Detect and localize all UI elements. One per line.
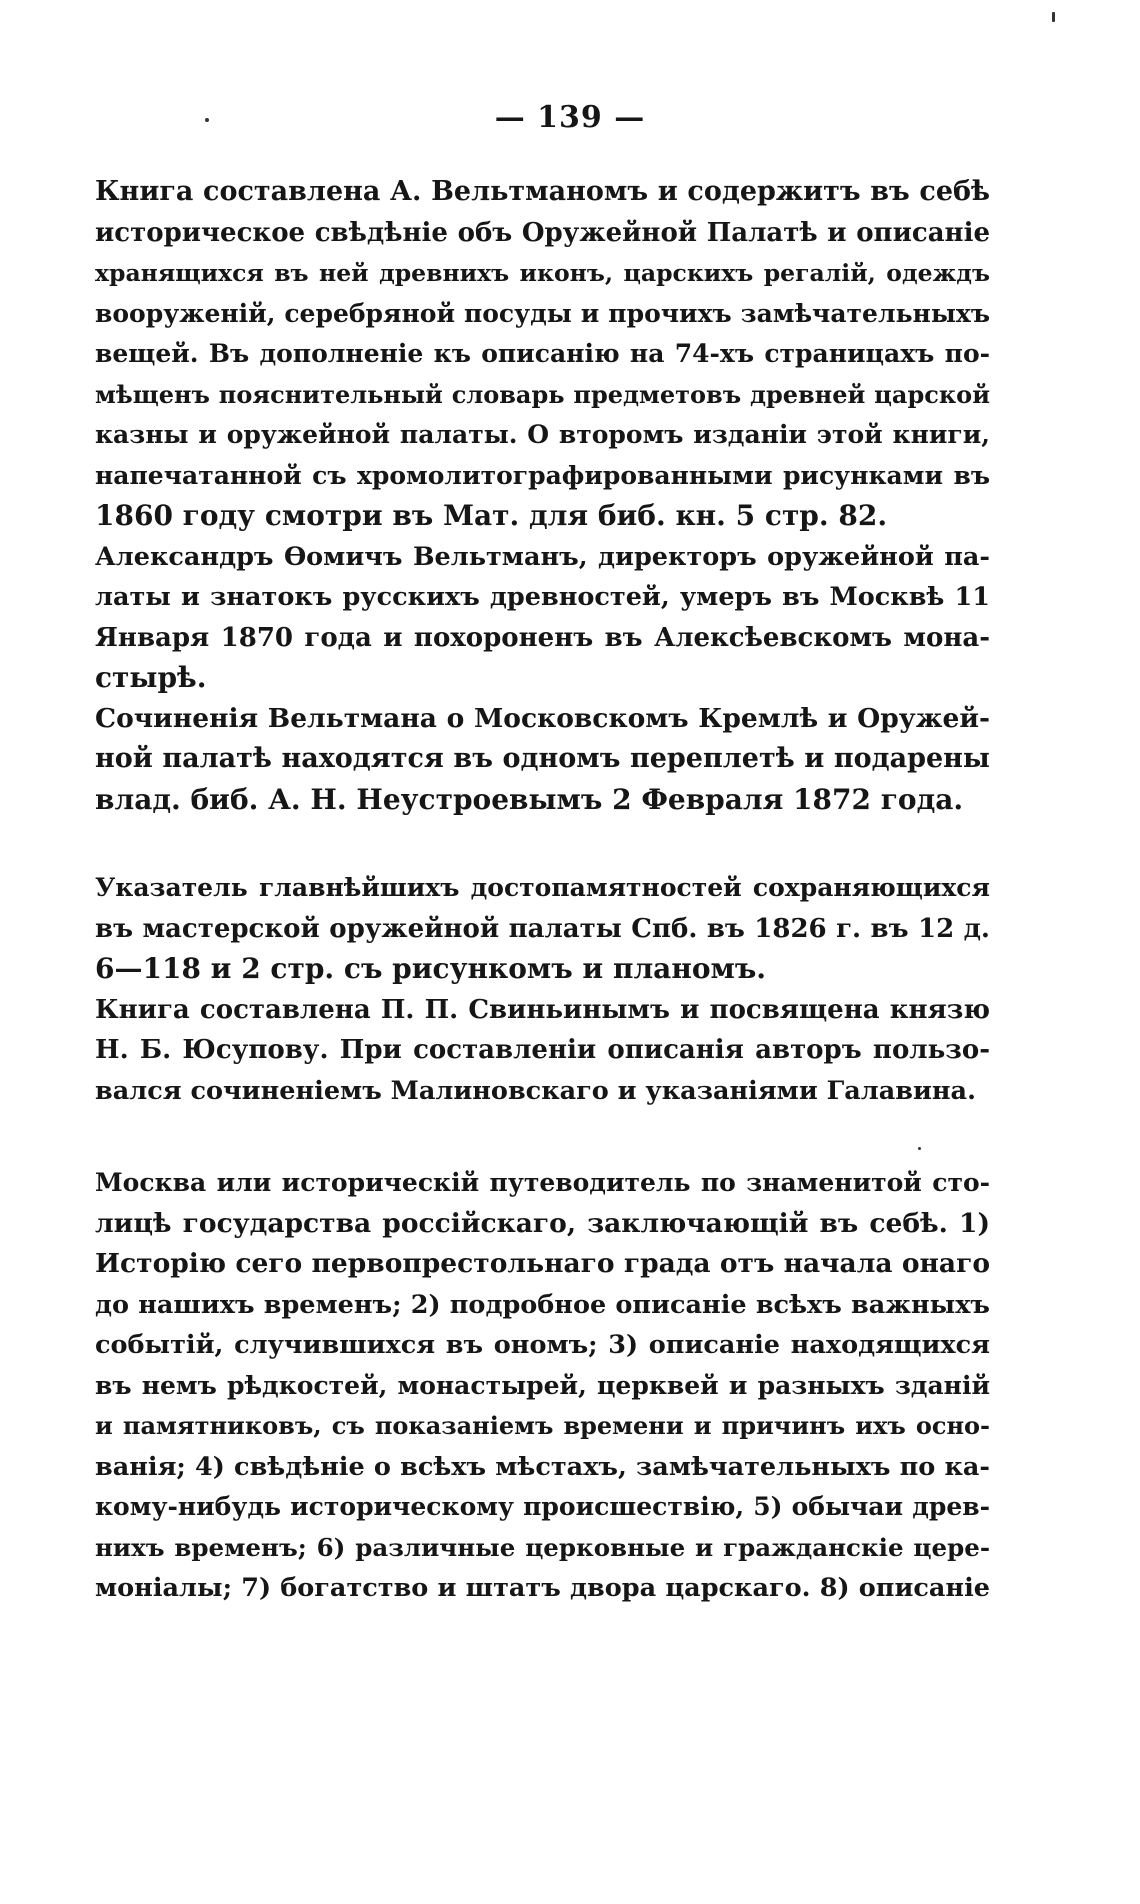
text-line: хранящихся въ ней древнихъ иконъ, царскихъ регалій, одеждъ [95, 259, 990, 287]
text-line: вещей. Въ дополненіе къ описанію на 74-хъ страницахъ по- [95, 339, 990, 368]
paragraph-title [95, 1163, 990, 1609]
text-line: Книга составлена А. Вельтманомъ и содержитъ въ себѣ [95, 176, 990, 207]
text-line: Января 1870 года и похороненъ въ Алексѣевскомъ мона- [95, 622, 990, 653]
text-line: Александръ Ѳомичъ Вельтманъ, директоръ оружейной па- [95, 541, 990, 572]
text-line: Сочиненія Вельтмана о Московскомъ Кремлѣ и Оружей- [95, 702, 990, 734]
entry-veltman-book [95, 172, 990, 820]
text-line: влад. биб. А. Н. Неустроевымъ 2 Февраля 1872 года. [95, 782, 964, 816]
text-line: Указатель главнѣйшихъ достопамятностей сохраняющихся [95, 873, 990, 902]
text-line: латы и знатокъ русскихъ древностей, умеръ въ Москвѣ 11 [95, 582, 990, 612]
text-line: Исторію сего первопрестольнаго града отъ начала онаго [95, 1248, 990, 1279]
speck-mark [1052, 12, 1055, 22]
paragraph-description [95, 172, 990, 537]
paragraph-biography [95, 537, 990, 699]
paragraph-author-note [95, 990, 990, 1112]
entry-moskva-guide [95, 1163, 990, 1609]
text-line: лицѣ государства россійскаго, заключающій въ себѣ. 1) [95, 1207, 990, 1239]
text-line: напечатанной съ хромолитографированными рисунками въ [95, 460, 990, 490]
text-line: нихъ временъ; 6) различные церковные и гражданскіе цере- [95, 1532, 990, 1562]
entry-ukazatel [95, 868, 990, 1111]
text-line: Москва или историческій путеводитель по знаменитой сто- [95, 1168, 990, 1197]
text-line: вооруженій, серебряной посуды и прочихъ замѣчательныхъ [95, 298, 990, 328]
text-line: казны и оружейной палаты. О второмъ изданіи этой книги, [95, 420, 990, 449]
text-line: до нашихъ временъ; 2) подробное описаніе всѣхъ важныхъ [95, 1289, 990, 1320]
text-line: вался сочиненіемъ Малиновскаго и указаніями Галавина. [95, 1075, 976, 1106]
text-line: въ немъ рѣдкостей, монастырей, церквей и разныхъ зданій [95, 1370, 990, 1400]
text-line: Н. Б. Юсупову. При составленіи описанія авторъ пользо- [95, 1035, 990, 1065]
text-line: въ мастерской оружейной палаты Спб. въ 1826 г. въ 12 д. [95, 913, 990, 944]
text-line: 1860 году смотри въ Мат. для биб. кн. 5 стр. 82. [95, 499, 888, 532]
text-line: моніалы; 7) богатство и штатъ двора царскаго. 8) описаніе [95, 1573, 990, 1603]
text-line: ной палатѣ находятся въ одномъ переплетѣ и подарены [95, 743, 990, 774]
text-line: Книга составлена П. П. Свиньинымъ и посвящена князю [95, 994, 990, 1025]
text-line: ванія; 4) свѣдѣніе о всѣхъ мѣстахъ, замѣчательныхъ по ка- [95, 1451, 990, 1482]
speck-mark [918, 1147, 921, 1150]
text-line: стырѣ. [95, 661, 207, 694]
text-line: историческое свѣдѣніе объ Оружейной Палатѣ и описаніе [95, 217, 990, 248]
page-number: — 139 — [494, 100, 646, 135]
text-line: мѣщенъ пояснительный словарь предметовъ древней царской [95, 379, 990, 409]
paragraph-binding-note [95, 699, 990, 821]
text-line: и памятниковъ, съ показаніемъ времени и причинъ ихъ осно- [95, 1411, 990, 1440]
text-line: событій, случившихся въ ономъ; 3) описаніе находящихся [95, 1330, 990, 1360]
text-line: кому-нибудь историческому происшествію, 5) обычаи древ- [95, 1492, 990, 1521]
paragraph-title [95, 868, 990, 990]
text-line: 6—118 и 2 стр. съ рисункомъ и планомъ. [95, 952, 767, 985]
